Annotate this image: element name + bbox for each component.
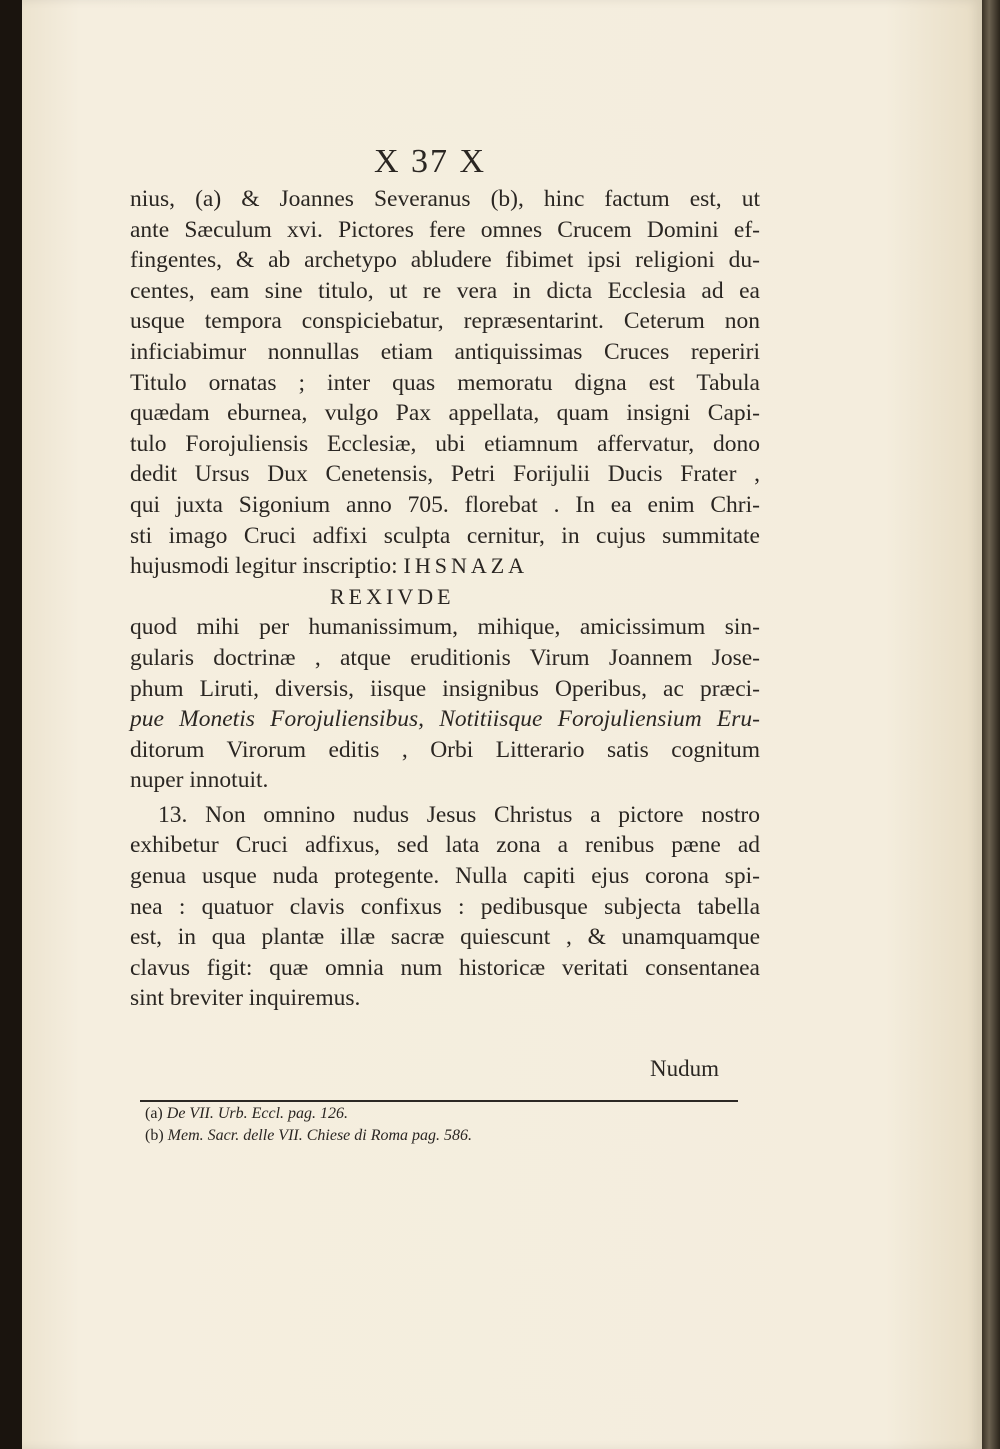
footnotes (145, 1103, 472, 1147)
footnote-mark: (a) (145, 1105, 163, 1122)
footnote-rule (140, 1100, 738, 1102)
paragraph-2 (130, 800, 760, 1014)
text-line: clavus figit: quæ omnia num historicæ veritati consentanea (130, 954, 760, 981)
paragraph-1 (130, 184, 760, 796)
text-line: tulo Forojuliensis Ecclesiæ, ubi etiamnum affervatur, dono (130, 430, 760, 457)
text-line: 13. Non omnino nudus Jesus Christus a pictore nostro (158, 801, 760, 828)
text-column (130, 140, 760, 1014)
text-line: est, in qua plantæ illæ sacræ quiescunt , & unamquamque (130, 924, 760, 951)
text-line: ante Sæculum xvi. Pictores fere omnes Crucem Domini ef- (130, 216, 760, 243)
text-line: Titulo ornatas ; inter quas memoratu digna est Tabula (130, 369, 760, 396)
text-line: inficiabimur nonnullas etiam antiquissimas Cruces reperiri (130, 338, 760, 365)
text-line: gularis doctrinæ , atque eruditionis Virum Joannem Jose- (130, 644, 760, 671)
footnote-b (145, 1125, 472, 1147)
book-binding-edge (982, 0, 1000, 1449)
text-line: nius, (a) & Joannes Severanus (b), hinc factum est, ut (130, 186, 760, 212)
text-line: quædam eburnea, vulgo Pax appellata, quam insigni Capi- (130, 400, 760, 427)
text-line: sti imago Cruci adfixi sculpta cernitur, in cujus summitate (130, 522, 760, 549)
inscription-intro: hujusmodi legitur inscriptio: (130, 553, 398, 580)
text-line: phum Liruti, diversis, iisque insignibus Operibus, ac præci- (130, 675, 760, 702)
inscription-intro-line (130, 551, 760, 582)
text-line: fingentes, & ab archetypo abludere fibimet ipsi religioni du- (130, 247, 760, 274)
catchword: Nudum (650, 1056, 719, 1081)
inscription-line-2: REXIVDE (330, 583, 455, 609)
page-number-header: X 37 X (373, 143, 487, 180)
text-line: nuper innotuit. (130, 767, 269, 794)
footnote-a (145, 1103, 472, 1125)
footnote-mark: (b) (145, 1127, 164, 1144)
inscription-line-1: IHSNAZA (403, 553, 529, 579)
text-line: quod mihi per humanissimum, mihique, amicissimum sin- (130, 614, 760, 641)
text-line: ditorum Virorum editis , Orbi Litterario satis cognitum (130, 736, 760, 763)
text-line: genua usque nuda protegente. Nulla capiti ejus corona spi- (130, 863, 760, 890)
text-line: nea : quatuor clavis confixus : pedibusque subjecta tabella (130, 893, 760, 920)
text-line: sint breviter inquiremus. (130, 985, 361, 1012)
footnote-text: Mem. Sacr. delle VII. Chiese di Roma pag. 586. (167, 1127, 473, 1144)
text-line: centes, eam sine titulo, ut re vera in dicta Ecclesia ad ea (130, 277, 760, 304)
text-line: qui juxta Sigonium anno 705. florebat . In ea enim Chri- (130, 491, 760, 518)
text-line: usque tempora conspiciebatur, repræsentarint. Ceterum non (130, 308, 760, 335)
footnote-text: De VII. Urb. Eccl. pag. 126. (166, 1105, 349, 1122)
text-line: dedit Ursus Dux Cenetensis, Petri Forijulii Ducis Frater , (130, 461, 760, 488)
text-line: exhibetur Cruci adfixus, sed lata zona a renibus pæne ad (130, 832, 760, 859)
text-line: pue Monetis Forojuliensibus, Notitiisque Forojuliensium Eru- (130, 706, 760, 733)
